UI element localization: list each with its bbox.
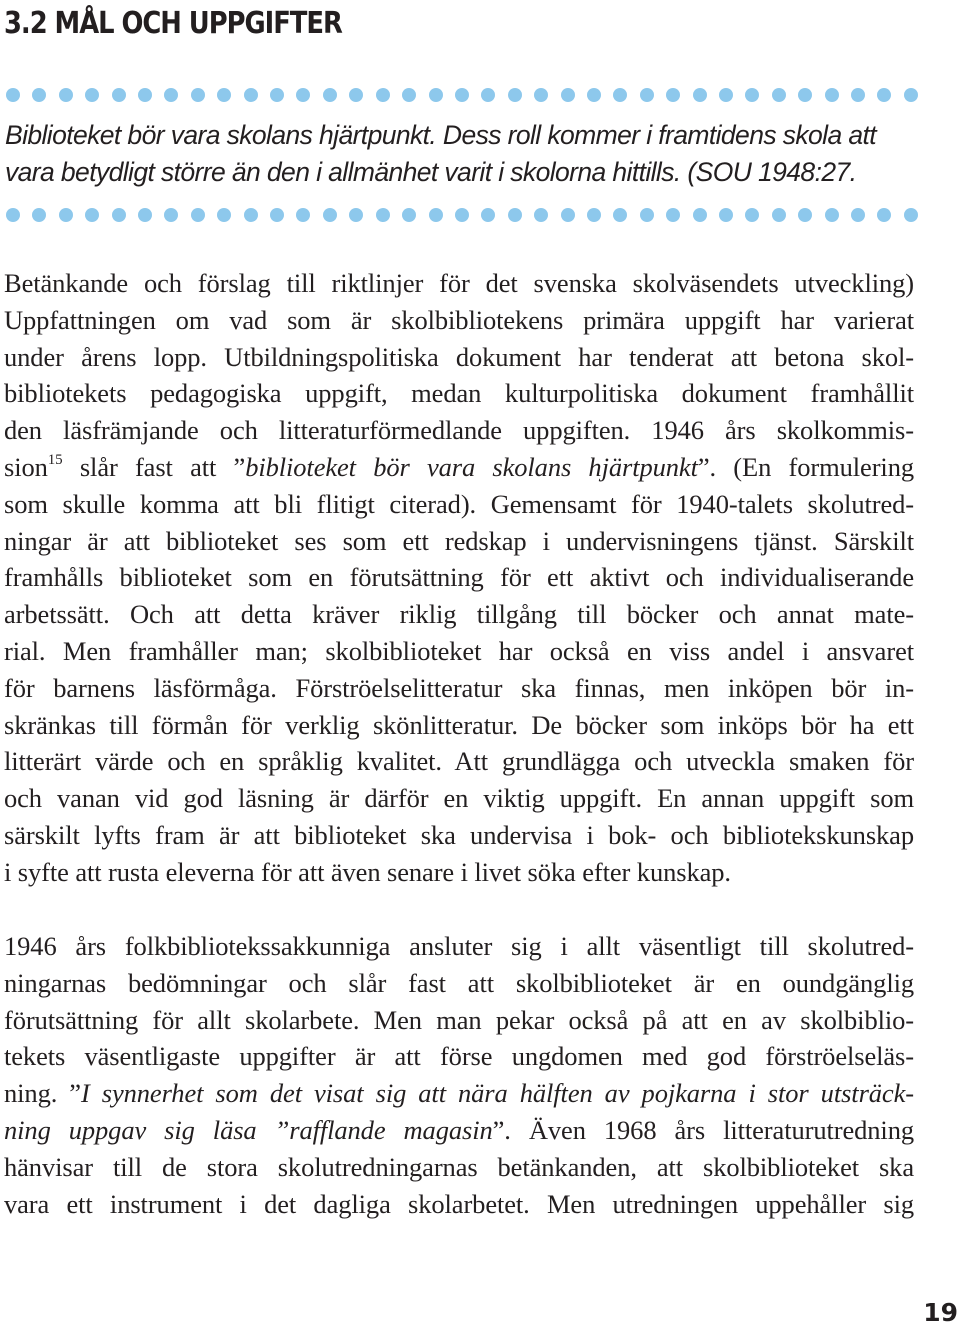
text-line — [4, 1075, 914, 1112]
divider-dot — [534, 88, 548, 102]
divider-dot — [877, 88, 891, 102]
divider-dot — [561, 88, 575, 102]
divider-dot — [59, 88, 73, 102]
divider-dot — [112, 208, 126, 222]
text-line: förutsättning för allt skolarbete. Men man pekar också på att en av skolbiblio- — [4, 1004, 914, 1035]
divider-dot — [508, 208, 522, 222]
divider-dot — [561, 208, 575, 222]
text-line: och vanan vid god läsning är därför en viktig uppgift. En annan uppgift som — [4, 783, 914, 814]
divider-dot — [693, 88, 707, 102]
divider-dot — [191, 208, 205, 222]
text-line: tekets väsentligaste uppgifter är att förse ungdomen med god förströelseläs- — [4, 1041, 914, 1072]
text-fragment: ”. Även 1968 års litteraturutredning — [492, 1114, 914, 1145]
divider-dot — [825, 208, 839, 222]
inline-quote: ning uppgav sig läsa ”rafflande magasin — [4, 1114, 493, 1145]
divider-dot — [6, 208, 20, 222]
divider-dot — [244, 88, 258, 102]
divider-dot — [164, 208, 178, 222]
divider-dot — [402, 88, 416, 102]
divider-dot — [138, 88, 152, 102]
divider-dot — [6, 88, 20, 102]
divider-dot — [429, 88, 443, 102]
divider-dot — [138, 208, 152, 222]
text-line: hänvisar till de stora skolutredningarnas betänkanden, att skolbiblioteket ska — [4, 1151, 914, 1182]
text-line — [4, 1112, 914, 1149]
divider-dot — [191, 88, 205, 102]
inline-quote: I synnerhet som det visat sig att nära hälften av pojkarna i stor utsträck- — [80, 1078, 914, 1109]
text-line: 1946 års folkbibliotekssakkunniga ansluter sig i allt väsentligt till skolutred- — [4, 931, 914, 961]
divider-dot — [613, 208, 627, 222]
divider-dot — [666, 88, 680, 102]
text-fragment: sion — [4, 451, 48, 482]
divider-dot — [719, 88, 733, 102]
divider-dot — [534, 208, 548, 222]
divider-dot — [349, 208, 363, 222]
divider-dot — [32, 88, 46, 102]
divider-dot — [59, 208, 73, 222]
divider-dot — [851, 208, 865, 222]
divider-dot — [402, 208, 416, 222]
text-line: ningar är att biblioteket ses som ett redskap i undervisningens tjänst. Särskilt — [4, 525, 914, 556]
text-line: vara ett instrument i det dagliga skolarbetet. Men utredningen uppehåller sig — [4, 1188, 914, 1219]
text-line: under årens lopp. Utbildningspolitiska dokument har tenderat att betona skol- — [4, 341, 914, 372]
divider-dot — [270, 208, 284, 222]
text-line: framhålls biblioteket som en förutsättning för ett aktivt och individualiserande — [4, 562, 914, 593]
divider-dot — [376, 208, 390, 222]
divider-dot — [376, 88, 390, 102]
text-line: särskilt lyfts fram är att biblioteket ska undervisa i bok- och bibliotekskunskap — [4, 819, 914, 850]
divider-dot — [164, 88, 178, 102]
text-line: den läsfrämjande och litteraturförmedlande uppgiften. 1946 års skolkommis- — [4, 415, 914, 446]
divider-dot — [772, 88, 786, 102]
divider-dot — [85, 88, 99, 102]
divider-dot — [640, 88, 654, 102]
divider-dot — [270, 88, 284, 102]
divider-dot — [244, 208, 258, 222]
divider-dot — [798, 208, 812, 222]
text-line: Uppfattningen om vad som är skolbibliotekens primära uppgift har varierat — [4, 304, 914, 335]
divider-dot — [455, 88, 469, 102]
divider-dot — [481, 88, 495, 102]
divider-dot — [587, 88, 601, 102]
text-line: bibliotekets pedagogiska uppgift, medan kulturpolitiska dokument framhållit — [4, 378, 914, 409]
text-line: Betänkande och förslag till riktlinjer för det svenska skolväsendets utveckling) — [4, 268, 914, 298]
pull-quote-line: Biblioteket bör vara skolans hjärtpunkt. Dess roll kommer i framtidens skola att — [5, 120, 877, 150]
divider-dot — [429, 208, 443, 222]
text-fragment: ”. (En formulering — [697, 451, 914, 482]
divider-dot — [613, 88, 627, 102]
text-line: skränkas till förmån för verklig skönlitteratur. De böcker som inköps bör ha ett — [4, 709, 914, 740]
divider-dot — [296, 208, 310, 222]
page-number: 19 — [923, 1298, 958, 1327]
text-line: för barnens läsförmåga. Förströelselitteratur ska finnas, men inköpen bör in- — [4, 672, 914, 703]
divider-dot — [904, 208, 918, 222]
text-line: arbetssätt. Och att detta kräver riklig tillgång till böcker och annat mate- — [4, 599, 914, 630]
divider-dot — [745, 208, 759, 222]
divider-dot — [85, 208, 99, 222]
text-line: ningarnas bedömningar och slår fast att skolbiblioteket är en oundgänglig — [4, 967, 914, 998]
text-line: litterärt värde och en språklig kvalitet. Att grundlägga och utveckla smaken för — [4, 746, 914, 777]
divider-dot — [217, 208, 231, 222]
divider-dot — [798, 88, 812, 102]
inline-quote: biblioteket bör vara skolans hjärtpunkt — [245, 451, 698, 482]
body-paragraph-2 — [4, 928, 914, 1222]
divider-dot — [587, 208, 601, 222]
divider-dot — [772, 208, 786, 222]
divider-dot — [296, 88, 310, 102]
divider-dot — [323, 208, 337, 222]
text-fragment: slår fast att ” — [62, 451, 246, 482]
divider-dot — [217, 88, 231, 102]
divider-dot — [693, 208, 707, 222]
divider-dot — [666, 208, 680, 222]
divider-dot — [851, 88, 865, 102]
pull-quote — [5, 117, 917, 191]
divider-dot — [877, 208, 891, 222]
pull-quote-line: vara betydligt större än den i allmänhet varit i skolorna hittills. (SOU 1948:27. — [5, 157, 857, 187]
text-line: i syfte att rusta eleverna för att även senare i livet söka efter kunskap. — [4, 856, 731, 887]
divider-dot — [745, 88, 759, 102]
divider-dot — [455, 208, 469, 222]
divider-dot — [481, 208, 495, 222]
text-fragment: ning. ” — [4, 1078, 81, 1109]
divider-dot — [32, 208, 46, 222]
divider-dot — [719, 208, 733, 222]
divider-dot — [904, 88, 918, 102]
dotted-divider-top — [6, 87, 918, 103]
divider-dot — [112, 88, 126, 102]
divider-dot — [349, 88, 363, 102]
text-line — [4, 449, 914, 486]
footnote-reference: 15 — [47, 451, 63, 468]
divider-dot — [508, 88, 522, 102]
dotted-divider-bottom — [6, 207, 918, 223]
divider-dot — [825, 88, 839, 102]
text-line: som skulle komma att bli flitigt citerad). Gemensamt för 1940-talets skolutred- — [4, 488, 914, 519]
divider-dot — [323, 88, 337, 102]
text-line: rial. Men framhåller man; skolbiblioteket har också en viss andel i ansvaret — [4, 635, 914, 666]
divider-dot — [640, 208, 654, 222]
body-paragraph-1 — [4, 265, 914, 891]
section-heading: 3.2 MÅL OCH UPPGIFTER — [4, 6, 342, 41]
